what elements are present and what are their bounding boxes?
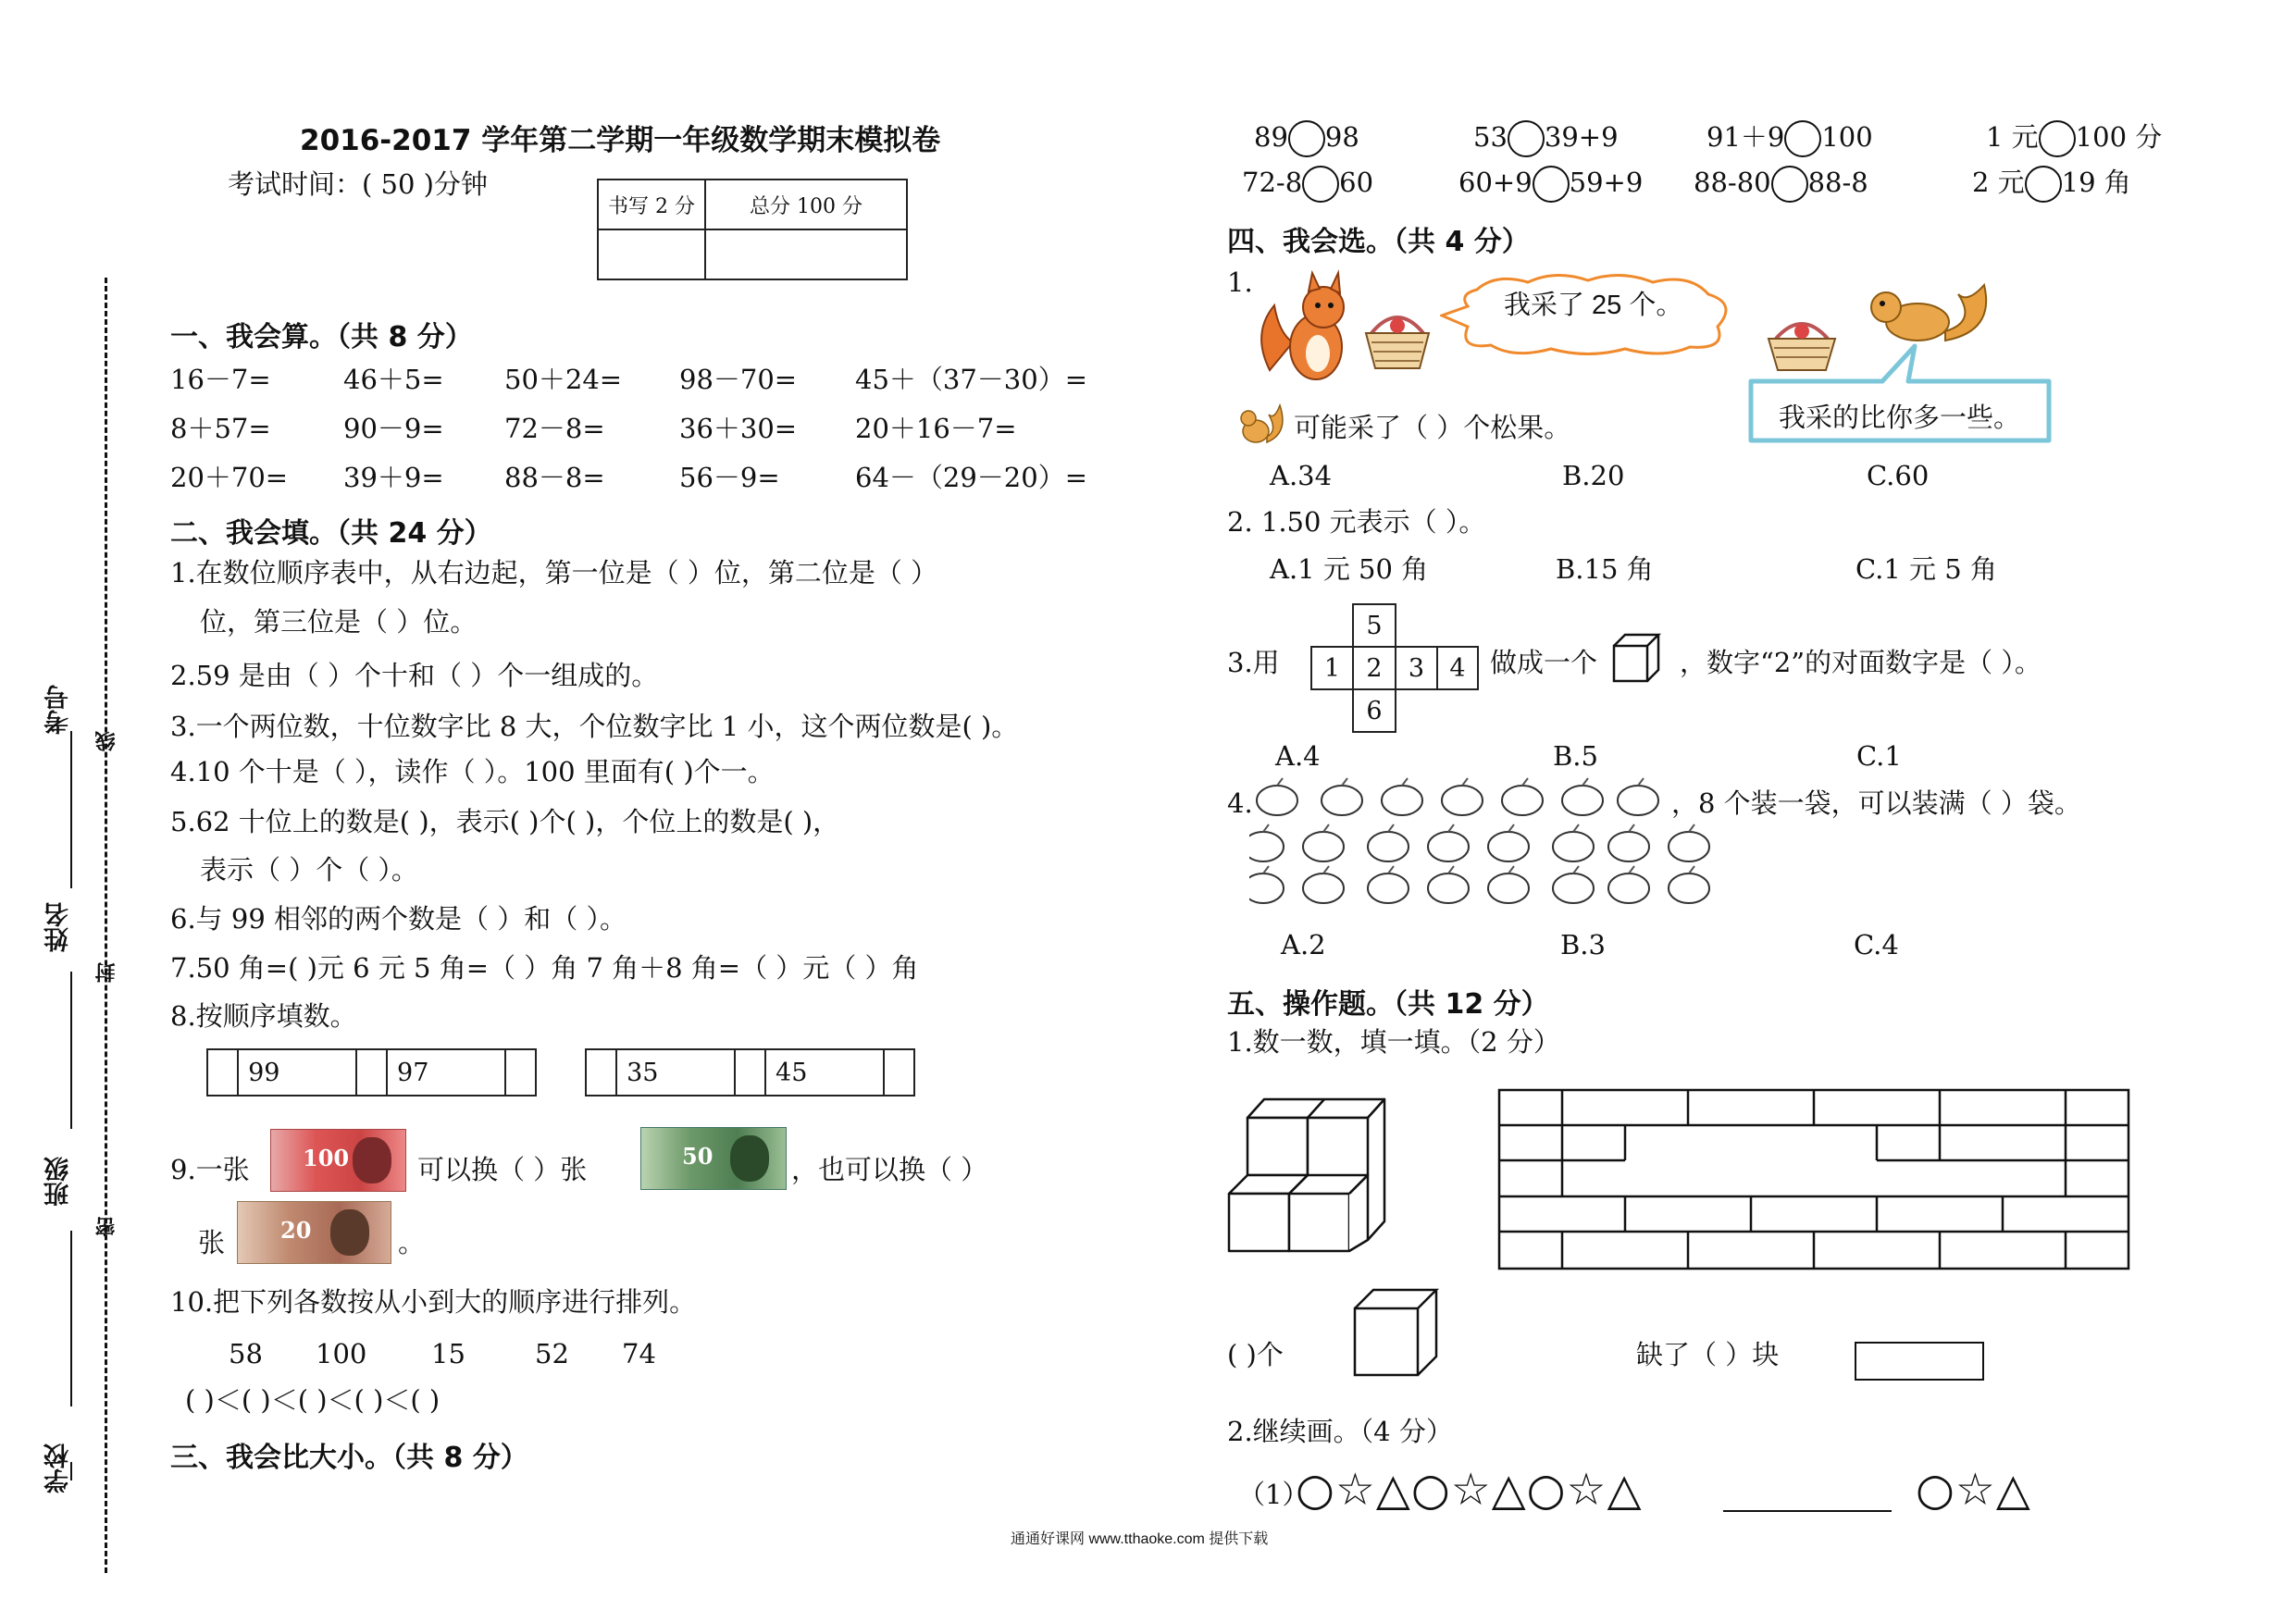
compare-circle[interactable] xyxy=(1784,120,1821,157)
calc-item: 20＋70= xyxy=(170,462,289,493)
choose-q4-no: 4. xyxy=(1227,787,1253,819)
calc-item: 36＋30= xyxy=(679,413,798,444)
compare-item xyxy=(1458,166,1643,203)
calc-item: 56－9= xyxy=(679,462,780,493)
fill-q5a: 5.62 十位上的数是( )，表示( )个( )，个位上的数是( )， xyxy=(170,806,840,837)
sidebar-kaohao: 考号 xyxy=(44,685,73,735)
fill-q9b: 可以换（ ）张 xyxy=(417,1154,588,1185)
seq-cell[interactable] xyxy=(884,1049,914,1096)
compare-item xyxy=(1986,120,2162,157)
brick-wall xyxy=(1496,1086,2134,1271)
seq-cell: 35 xyxy=(616,1049,735,1096)
missing-brick-box[interactable] xyxy=(1855,1342,1984,1381)
speech-bubble-2: 我采的比你多一些。 xyxy=(1779,402,2021,433)
compare-item xyxy=(1473,120,1619,157)
section4-title: 四、我会选。（共 4 分） xyxy=(1227,226,1530,258)
calc-item: 16－7= xyxy=(170,364,271,395)
section5-title: 五、操作题。（共 12 分） xyxy=(1227,988,1549,1021)
speech-bubble-1: 我采了 25 个。 xyxy=(1504,291,1683,320)
operate-q1: 1.数一数，填一填。（2 分） xyxy=(1227,1026,1560,1058)
calc-item: 72－8= xyxy=(504,413,605,444)
fill-q9d: 张 xyxy=(198,1227,226,1258)
choose-q4: ，8 个装一袋，可以装满（ ）袋。 xyxy=(1671,787,2081,819)
calc-item: 20＋16－7= xyxy=(855,413,1017,444)
fill-q9a: 9.一张 xyxy=(170,1154,250,1185)
choose-q2-option-c[interactable]: C.1 元 5 角 xyxy=(1855,553,1997,585)
operate-count: ( )个 xyxy=(1227,1339,1284,1370)
compare-right: 19 角 xyxy=(2061,167,2131,198)
q10-num: 74 xyxy=(622,1338,656,1369)
seq-cell[interactable] xyxy=(586,1049,616,1096)
choose-q4-option-a[interactable]: A.2 xyxy=(1281,929,1326,960)
choose-q1-option-b[interactable]: B.20 xyxy=(1562,460,1625,491)
choose-q2: 2. 1.50 元表示（ ）。 xyxy=(1227,506,1486,538)
net-cell: 5 xyxy=(1353,604,1396,647)
apple-grid xyxy=(1249,773,1712,911)
small-cube-icon xyxy=(1351,1286,1440,1379)
compare-right: 88-8 xyxy=(1807,167,1868,198)
seq-cell[interactable] xyxy=(735,1049,765,1096)
q10-blanks: ( )＜( )＜( )＜( )＜( ) xyxy=(185,1384,441,1416)
compare-right: 39+9 xyxy=(1544,121,1619,153)
xuexiao-underline xyxy=(70,1462,72,1481)
banknote-20-image xyxy=(237,1201,391,1264)
calc-item: 50＋24= xyxy=(504,364,623,395)
choose-q1-no: 1. xyxy=(1227,266,1253,298)
compare-item xyxy=(1242,166,1373,203)
compare-right: 60 xyxy=(1339,167,1374,198)
seq-cell[interactable] xyxy=(505,1049,536,1096)
calc-item: 90－9= xyxy=(343,413,444,444)
banknote-50-image xyxy=(640,1127,787,1190)
choose-q1-option-a[interactable]: A.34 xyxy=(1270,460,1333,491)
footer-text: 通通好课网 www.tthaoke.com 提供下载 xyxy=(1011,1531,1269,1547)
q10-num: 100 xyxy=(316,1338,367,1369)
calc-item: 46＋5= xyxy=(343,364,444,395)
compare-item xyxy=(1694,166,1868,203)
net-cell: 4 xyxy=(1437,647,1478,689)
q10-num: 15 xyxy=(431,1338,465,1369)
net-cell: 1 xyxy=(1311,647,1353,689)
calc-item: 8＋57= xyxy=(170,413,271,444)
compare-left: 91＋9 xyxy=(1706,121,1785,153)
choose-q2-option-a[interactable]: A.1 元 50 角 xyxy=(1270,553,1429,585)
compare-item xyxy=(1706,120,1873,157)
compare-right: 98 xyxy=(1324,121,1359,153)
compare-item xyxy=(1254,120,1359,157)
portrait-icon xyxy=(730,1135,769,1182)
compare-circle[interactable] xyxy=(1508,120,1545,157)
seq-cell: 45 xyxy=(765,1049,884,1096)
compare-left: 88-80 xyxy=(1694,167,1771,198)
sequence-table-2 xyxy=(585,1048,915,1096)
page-title: 2016-2017 学年第二学期一年级数学期末模拟卷 xyxy=(300,124,941,157)
pattern-no: （1） xyxy=(1238,1479,1309,1510)
compare-circle[interactable] xyxy=(1288,120,1325,157)
compare-left: 53 xyxy=(1473,121,1508,153)
section3-title: 三、我会比大小。（共 8 分） xyxy=(170,1442,528,1474)
compare-left: 2 元 xyxy=(1972,167,2025,198)
banknote-50-value: 50 xyxy=(682,1143,714,1170)
calc-item: 88－8= xyxy=(504,462,605,493)
q10-num: 52 xyxy=(535,1338,569,1369)
seq-cell[interactable] xyxy=(207,1049,238,1096)
sidebar-xingming: 姓名 xyxy=(44,902,73,952)
fill-q1b: 位，第三位是（ ）位。 xyxy=(200,606,478,638)
fill-q9c: ，也可以换（ ） xyxy=(791,1154,988,1185)
banknote-20-value: 20 xyxy=(280,1217,312,1244)
net-cell: 6 xyxy=(1353,689,1396,732)
choose-q3a: 3.用 xyxy=(1227,647,1280,678)
squirrel-icon xyxy=(1235,400,1284,448)
basket-icon xyxy=(1360,305,1434,372)
fill-q6: 6.与 99 相邻的两个数是（ ）和（ ）。 xyxy=(170,903,627,935)
sidebar-banji: 班级 xyxy=(44,1157,73,1207)
operate-missing: 缺了（ ）块 xyxy=(1636,1339,1780,1370)
sidebar-mi: 密 xyxy=(95,1217,118,1237)
choose-q3-option-c[interactable]: C.1 xyxy=(1856,740,1902,772)
section1-title: 一、我会算。（共 8 分） xyxy=(170,321,473,353)
section2-title: 二、我会填。（共 24 分） xyxy=(170,517,492,550)
fox-illustration xyxy=(1251,268,1362,389)
compare-left: 60+9 xyxy=(1458,167,1533,198)
banknote-100-value: 100 xyxy=(303,1145,350,1171)
cube-net xyxy=(1310,603,1479,733)
compare-circle[interactable] xyxy=(2039,120,2076,157)
seq-cell: 97 xyxy=(387,1049,505,1096)
kaohao-underline xyxy=(70,731,72,888)
fill-q5b: 表示（ ）个（ ）。 xyxy=(200,854,418,886)
fill-q4: 4.10 个十是（ ），读作（ ）。100 里面有( )个一。 xyxy=(170,756,775,787)
choose-q3-option-a[interactable]: A.4 xyxy=(1275,740,1321,772)
choose-q3c: ，数字“2”的对面数字是（ ）。 xyxy=(1680,647,2042,678)
fill-q2: 2.59 是由（ ）个十和（ ）个一组成的。 xyxy=(170,660,659,691)
fill-q3: 3.一个两位数，十位数字比 8 大，个位数字比 1 小，这个两位数是( )。 xyxy=(170,711,1019,742)
choose-q3-option-b[interactable]: B.5 xyxy=(1553,740,1598,772)
score-total-cell[interactable] xyxy=(705,229,907,279)
choose-q1-text: 可能采了（ ）个松果。 xyxy=(1294,412,1571,443)
fill-q9e: 。 xyxy=(398,1227,426,1258)
shape-pattern: ○☆△○☆△○☆△ xyxy=(1296,1464,1643,1516)
fill-q8: 8.按顺序填数。 xyxy=(170,1000,357,1032)
exam-time: 考试时间：( 50 )分钟 xyxy=(228,168,488,200)
compare-left: 72-8 xyxy=(1242,167,1303,198)
calc-item: 64－（29－20）= xyxy=(855,462,1088,493)
calc-item: 45＋（37－30）= xyxy=(855,364,1088,395)
calc-item: 39＋9= xyxy=(343,462,444,493)
fill-q10: 10.把下列各数按从小到大的顺序进行排列。 xyxy=(170,1286,697,1318)
compare-circle[interactable] xyxy=(1533,166,1570,203)
choose-q4-option-b[interactable]: B.3 xyxy=(1560,929,1606,960)
compare-left: 89 xyxy=(1254,121,1288,153)
sidebar-xuexiao: 学校 xyxy=(44,1443,73,1493)
compare-circle[interactable] xyxy=(2025,166,2062,203)
cube-icon xyxy=(1610,633,1662,685)
sequence-table-1 xyxy=(206,1048,537,1096)
compare-item xyxy=(1972,166,2131,203)
banknote-100-image xyxy=(270,1129,406,1192)
score-writing: 书写 2 分 xyxy=(598,180,705,229)
seq-cell[interactable] xyxy=(356,1049,387,1096)
score-box xyxy=(597,179,908,280)
seq-cell: 99 xyxy=(238,1049,356,1096)
net-cell: 2 xyxy=(1353,647,1396,689)
stacked-cubes xyxy=(1223,1083,1399,1272)
portrait-icon xyxy=(353,1137,391,1183)
compare-circle[interactable] xyxy=(1302,166,1339,203)
compare-circle[interactable] xyxy=(1771,166,1808,203)
compare-right: 100 xyxy=(1821,121,1873,153)
q10-num: 58 xyxy=(229,1338,263,1369)
score-writing-cell[interactable] xyxy=(598,229,705,279)
shape-pattern-tail: ○☆△ xyxy=(1916,1464,2031,1516)
xingming-underline xyxy=(70,972,72,1129)
compare-left: 1 元 xyxy=(1986,121,2039,153)
sidebar-feng: 封 xyxy=(95,962,118,983)
portrait-icon xyxy=(330,1209,369,1256)
choose-q2-option-b[interactable]: B.15 角 xyxy=(1556,553,1654,585)
choose-q1-option-c[interactable]: C.60 xyxy=(1867,460,1930,491)
sidebar-xian: 线 xyxy=(95,731,118,751)
compare-right: 59+9 xyxy=(1569,167,1644,198)
calc-item: 98－70= xyxy=(679,364,798,395)
net-cell: 3 xyxy=(1396,647,1437,689)
choose-q3b: 做成一个 xyxy=(1490,647,1598,678)
binding-line xyxy=(105,278,107,1573)
operate-q2: 2.继续画。（4 分） xyxy=(1227,1416,1453,1447)
choose-q4-option-c[interactable]: C.4 xyxy=(1854,929,1899,960)
pattern-answer-line[interactable] xyxy=(1723,1510,1892,1512)
fill-q1a: 1.在数位顺序表中，从右边起，第一位是（ ）位，第二位是（ ） xyxy=(170,557,938,588)
compare-right: 100 分 xyxy=(2075,121,2163,153)
banji-underline xyxy=(70,1231,72,1406)
score-total: 总分 100 分 xyxy=(705,180,907,229)
fill-q7: 7.50 角=( )元 6 元 5 角=（ ）角 7 角＋8 角=（ ）元（ ）角 xyxy=(170,952,919,984)
